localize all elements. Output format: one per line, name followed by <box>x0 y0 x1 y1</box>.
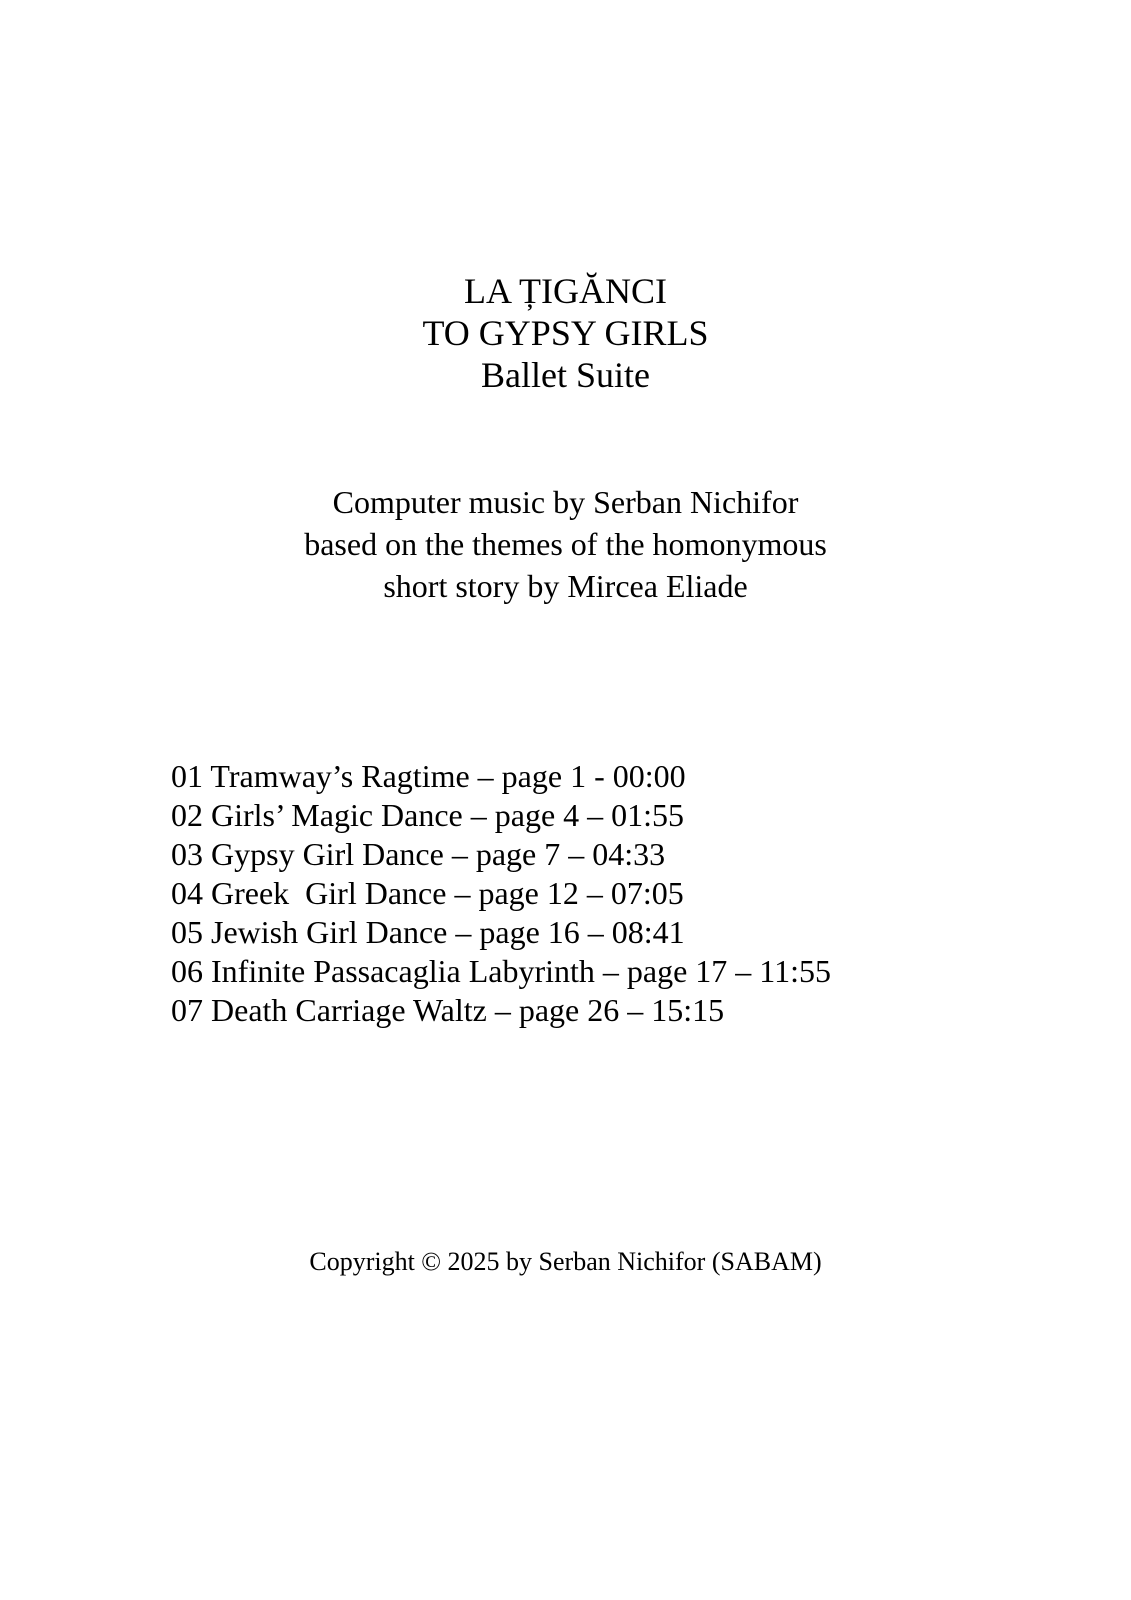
credit-line-2: based on the themes of the homonymous <box>304 526 827 562</box>
track-item: 06 Infinite Passacaglia Labyrinth – page 17 – 11:55 <box>171 953 831 989</box>
subtitle: Ballet Suite <box>481 355 650 395</box>
track-item: 02 Girls’ Magic Dance – page 4 – 01:55 <box>171 797 685 833</box>
title-romanian: LA ȚIGĂNCI <box>464 271 667 311</box>
track-item: 05 Jewish Girl Dance – page 16 – 08:41 <box>171 914 685 950</box>
copyright-notice: Copyright © 2025 by Serban Nichifor (SABAM) <box>309 1247 822 1276</box>
title-block <box>0 270 1131 396</box>
credit-line-3: short story by Mircea Eliade <box>383 568 748 604</box>
credit-block <box>0 481 1131 607</box>
credit-line-1: Computer music by Serban Nichifor <box>332 484 799 520</box>
track-list <box>171 757 831 1030</box>
track-item: 03 Gypsy Girl Dance – page 7 – 04:33 <box>171 836 666 872</box>
title-english: TO GYPSY GIRLS <box>422 313 709 353</box>
track-item: 07 Death Carriage Waltz – page 26 – 15:15 <box>171 992 725 1028</box>
track-item: 04 Greek Girl Dance – page 12 – 07:05 <box>171 875 684 911</box>
track-item: 01 Tramway’s Ragtime – page 1 - 00:00 <box>171 758 686 794</box>
